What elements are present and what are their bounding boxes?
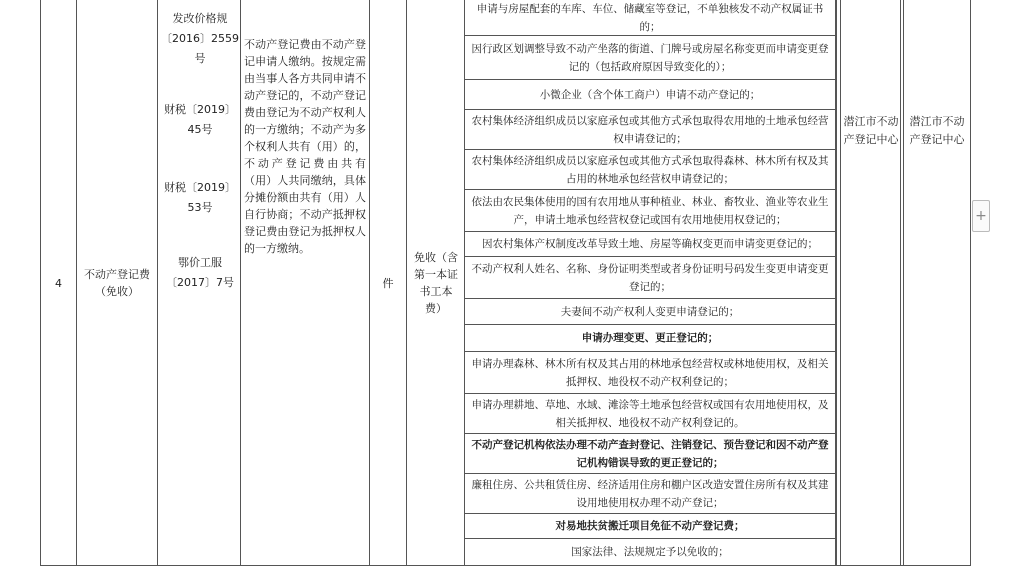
charging-agency: 潜江市不动产登记中心 xyxy=(843,115,899,146)
charge-unit: 件 xyxy=(382,276,394,290)
expand-button[interactable]: + xyxy=(972,200,990,232)
exemption-item: 依法由农民集体使用的国有农用地从事种植业、林业、畜牧业、渔业等农业生产，申请土地承包经营权登记或国有农用地使用权登记的； xyxy=(464,190,836,232)
basis-doc-2: 财税〔2019〕45号 xyxy=(164,103,236,136)
basis-doc-4: 鄂价工服〔2017〕7号 xyxy=(166,256,234,289)
row-number: 4 xyxy=(55,276,62,290)
exemption-item: 小微企业（含个体工商户）申请不动产登记的； xyxy=(464,80,836,110)
charge-standard: 免收（含第一本证书工本费） xyxy=(414,251,458,315)
exemption-item: 申请办理森林、林木所有权及其占用的林地承包经营权或林地使用权，及相关抵押权、地役权不动产权利登记的； xyxy=(464,352,836,394)
exemption-item: 申请办理变更、更正登记的； xyxy=(464,325,836,352)
fee-name: 不动产登记费（免收） xyxy=(84,268,150,298)
supervising-agency: 潜江市不动产登记中心 xyxy=(909,115,965,146)
exemption-item: 对易地扶贫搬迁项目免征不动产登记费； xyxy=(464,514,836,539)
exemption-item: 廉租住房、公共租赁住房、经济适用住房和棚户区改造安置住房所有权及其建设用地使用权办理不动产登记； xyxy=(464,474,836,514)
exemption-item: 农村集体经济组织成员以家庭承包或其他方式承包取得农用地的土地承包经营权申请登记的； xyxy=(464,110,836,150)
exemption-item: 因行政区划调整导致不动产坐落的街道、门牌号或房屋名称变更而申请变更登记的（包括政府原因导致变化的）； xyxy=(464,36,836,80)
basis-doc-3: 财税〔2019〕53号 xyxy=(164,181,236,214)
exemption-item: 申请与房屋配套的车库、车位、储藏室等登记，不单独核发不动产权属证书的； xyxy=(464,0,836,36)
basis-doc-1: 发改价格规〔2016〕2559号 xyxy=(161,12,239,65)
exemption-item: 因农村集体产权制度改革导致土地、房屋等确权变更而申请变更登记的； xyxy=(464,232,836,257)
exemption-item: 申请办理耕地、草地、水域、滩涂等土地承包经营权或国有农用地使用权，及相关抵押权、地役权不动产权利登记的。 xyxy=(464,394,836,434)
exemption-item: 夫妻间不动产权利人变更申请登记的； xyxy=(464,299,836,325)
exemption-item: 不动产权利人姓名、名称、身份证明类型或者身份证明号码发生变更申请变更登记的； xyxy=(464,257,836,299)
exemption-item: 不动产登记机构依法办理不动产查封登记、注销登记、预告登记和因不动产登记机构错误导致的更正登记的； xyxy=(464,434,836,474)
fee-description: 不动产登记费由不动产登记申请人缴纳。按规定需由当事人各方共同申请不动产登记的，不动产登记费由登记为不动产权利人的一方缴纳；不动产为多个权利人共有（用）的，不动产登记费由共有（用）人共同缴纳，具体分摊份额由共有（用）人自行协商；不动产抵押权登记费由登记为抵押权人的一方缴纳。 xyxy=(244,38,366,255)
exemption-item: 国家法律、法规规定予以免收的； xyxy=(464,539,836,566)
exemption-item: 农村集体经济组织成员以家庭承包或其他方式承包取得森林、林木所有权及其占用的林地承包经营权申请登记的； xyxy=(464,150,836,190)
